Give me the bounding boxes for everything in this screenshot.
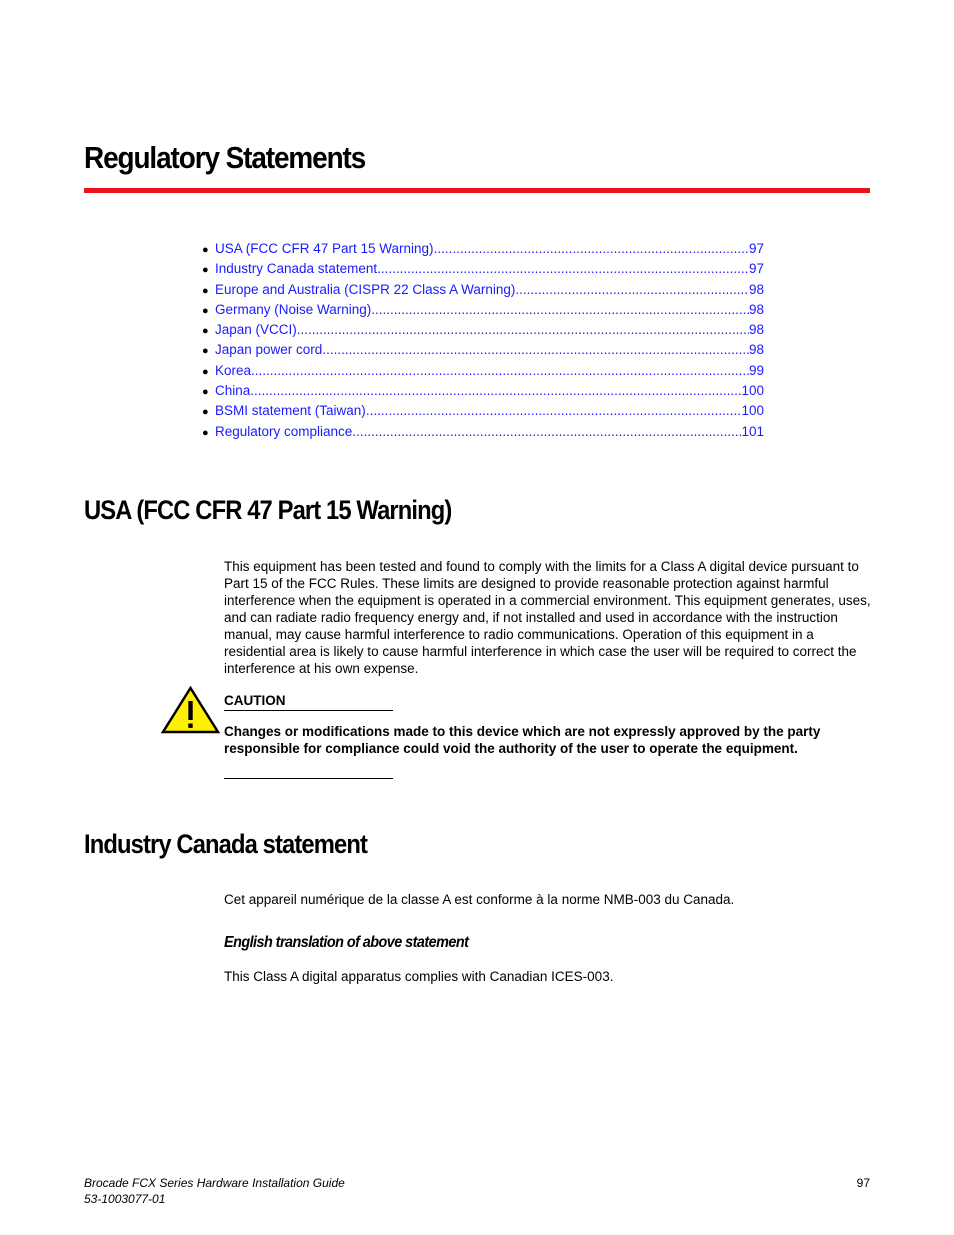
toc-link-bsmi[interactable]: BSMI statement (Taiwan) ..... 100	[215, 402, 764, 420]
caution-top-rule	[224, 710, 393, 711]
bullet-icon: ●	[202, 284, 209, 297]
toc-link-usa[interactable]: USA (FCC CFR 47 Part 15 Warning) ..... 97	[215, 240, 764, 258]
caution-bottom-rule	[224, 778, 393, 779]
toc-link-china[interactable]: China ..... 100	[215, 382, 764, 400]
bullet-icon: ●	[202, 426, 209, 439]
bullet-icon: ●	[202, 345, 209, 358]
toc-item	[202, 260, 764, 280]
footer-page-number: 97	[856, 1176, 870, 1190]
toc-link-japan-vcci[interactable]: Japan (VCCI) ..... 98	[215, 321, 764, 339]
bullet-icon: ●	[202, 325, 209, 338]
toc-link-europe-australia[interactable]: Europe and Australia (CISPR 22 Class A Warning) ..... 98	[215, 281, 764, 299]
toc-link-regulatory-compliance[interactable]: Regulatory compliance ..... 101	[215, 423, 764, 441]
table-of-contents	[202, 240, 764, 443]
canada-body-english: This Class A digital apparatus complies with Canadian ICES-003.	[224, 969, 614, 984]
toc-item	[202, 281, 764, 301]
toc-item	[202, 240, 764, 260]
bullet-icon: ●	[202, 386, 209, 399]
toc-item	[202, 321, 764, 341]
toc-item	[202, 423, 764, 443]
warning-icon	[161, 686, 220, 734]
toc-link-japan-power-cord[interactable]: Japan power cord ..... 98	[215, 341, 764, 359]
toc-item	[202, 362, 764, 382]
toc-item	[202, 382, 764, 402]
section-heading-usa: USA (FCC CFR 47 Part 15 Warning)	[84, 495, 452, 525]
title-rule	[84, 188, 870, 193]
toc-link-industry-canada[interactable]: Industry Canada statement ..... 97	[215, 260, 764, 278]
toc-item	[202, 301, 764, 321]
toc-link-germany[interactable]: Germany (Noise Warning) ..... 98	[215, 301, 764, 319]
usa-body: This equipment has been tested and found to comply with the limits for a Class A digital device pursuant to Part 15 of the FCC Rules. These limits are designed to provide reasonable protection against harmful interference when the equipment is operated in a commercial environment. This equipment generates, uses, and can radiate radio frequency energy and, if not installed and used in accordance with the instruction manual, may cause harmful interference to radio communications. Operation of this equipment in a residential area is likely to cause harmful interference in which case the user will be required to correct the interference at his own expense.	[224, 559, 871, 676]
bullet-icon: ●	[202, 264, 209, 277]
footer-doc-number: 53-1003077-01	[84, 1192, 166, 1206]
toc-link-korea[interactable]: Korea ..... 99	[215, 362, 764, 380]
bullet-icon: ●	[202, 304, 209, 317]
bullet-icon: ●	[202, 365, 209, 378]
caution-label: CAUTION	[224, 693, 286, 708]
bullet-icon: ●	[202, 244, 209, 256]
subheading-english-translation: English translation of above statement	[224, 934, 469, 951]
page-title: Regulatory Statements	[84, 140, 366, 175]
section-heading-canada: Industry Canada statement	[84, 829, 368, 859]
toc-item	[202, 402, 764, 422]
bullet-icon: ●	[202, 406, 209, 419]
toc-item	[202, 341, 764, 361]
canada-body-french: Cet appareil numérique de la classe A est conforme à la norme NMB-003 du Canada.	[224, 892, 735, 907]
caution-text: Changes or modifications made to this device which are not expressly approved by the party responsible for compliance could void the authority of the user to operate the equipment.	[224, 724, 821, 756]
footer-doc-title: Brocade FCX Series Hardware Installation Guide	[84, 1176, 345, 1190]
